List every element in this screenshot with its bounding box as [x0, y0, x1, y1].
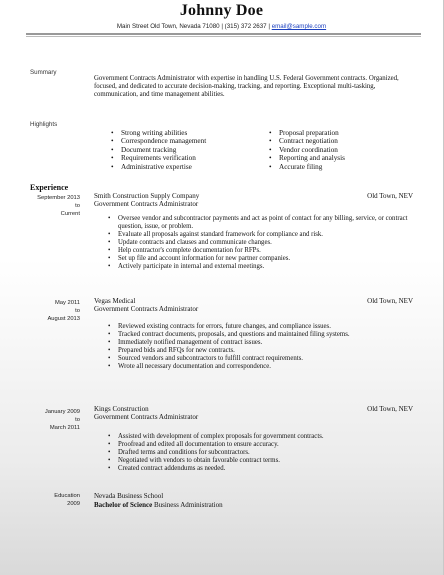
- list-item: • Requirements verification: [121, 154, 206, 162]
- job-company-block: [94, 192, 199, 208]
- list-item: • Sourced vendors and subcontractors to fulfill contract requirements.: [118, 355, 418, 363]
- list-item: • Proofread and edited all documentation to ensure accuracy.: [118, 441, 418, 449]
- highlights-label: Highlights: [30, 121, 58, 128]
- job-dates: September 2013 to Current: [37, 195, 80, 217]
- list-item: • Actively participate in internal and external meetings.: [118, 263, 418, 271]
- job-bullets: [118, 323, 418, 371]
- job-title: Government Contracts Administrator: [94, 200, 199, 208]
- list-item: • Proposal preparation: [279, 129, 345, 137]
- list-item: • Wrote all necessary documentation and correspondence.: [118, 363, 418, 371]
- list-item: • Correspondence management: [121, 137, 206, 145]
- list-item: • Reviewed existing contracts for errors, future changes, and compliance issues.: [118, 323, 418, 331]
- list-item: • Drafted terms and conditions for subcontractors.: [118, 449, 418, 457]
- job-bullets: [118, 215, 418, 271]
- company-name: Vegas Medical: [94, 297, 136, 305]
- company-name: Kings Construction: [94, 405, 149, 413]
- job-dates: January 2009 to March 2011: [44, 409, 80, 431]
- list-item: • Created contract addendums as needed.: [118, 465, 418, 473]
- job-title: Government Contracts Administrator: [94, 305, 199, 313]
- list-item: • Immediately notified management of contract issues.: [118, 339, 418, 347]
- job-location: Old Town, NEV: [367, 192, 413, 200]
- list-item: • Strong writing abilities: [121, 129, 206, 137]
- degree: Bachelor of Science: [94, 500, 153, 509]
- list-item: • Help contractor's complete documentation for RFPs.: [118, 247, 418, 255]
- list-item: • Document tracking: [121, 146, 206, 154]
- list-item: • Vendor coordination: [279, 146, 345, 154]
- list-item: • Assisted with development of complex proposals for government contracts.: [118, 433, 418, 441]
- summary-label: Summary: [30, 69, 57, 76]
- field-of-study: Business Administration: [153, 500, 223, 509]
- education-dates: [20, 493, 80, 509]
- email-link[interactable]: email@sample.com: [271, 23, 327, 30]
- header-divider: [26, 33, 421, 35]
- list-item: • Contract negotiation: [279, 137, 345, 145]
- education-year: 2009: [67, 500, 80, 507]
- job-location: Old Town, NEV: [367, 405, 413, 413]
- list-item: • Accurate filing: [279, 163, 345, 171]
- list-item: • Administrative expertise: [121, 163, 206, 171]
- list-item: • Update contracts and clauses and communicate changes.: [118, 239, 418, 247]
- experience-label: Experience: [30, 183, 69, 192]
- phone: (315) 372 2637: [224, 23, 267, 30]
- job-company-block: [94, 405, 198, 421]
- education-label: Education: [54, 493, 80, 499]
- school-name: Nevada Business School: [94, 492, 164, 500]
- job-title: Government Contracts Administrator: [94, 413, 199, 421]
- list-item: • Set up file and account information for new partner companies.: [118, 255, 418, 263]
- list-item: • Oversee vendor and subcontractor payments and act as point of contact for any billing, service, or contract question, issue, or problem.: [118, 215, 418, 231]
- list-item: • Evaluate all proposals against standard framework for compliance and risk.: [118, 231, 418, 239]
- list-item: • Prepared bids and RFQs for new contracts.: [118, 347, 418, 355]
- summary-text: Government Contracts Administrator with expertise in handling U.S. Federal Government contracts. Organized, focused, and dedicated to accurate decision-making, tracking, and reporting. Exceptional multi-tasking, communication, and time management abilities.: [94, 75, 399, 99]
- education-block: [94, 492, 223, 509]
- job-company-block: [94, 297, 198, 313]
- header-divider-thin: [26, 36, 421, 37]
- address: Main Street Old Town, Nevada 71080: [116, 23, 220, 30]
- company-name: Smith Construction Supply Company: [94, 192, 200, 200]
- highlights-left-list: [121, 129, 206, 171]
- job-dates: May 2011 to August 2013: [47, 300, 80, 322]
- highlights-right-list: [279, 129, 345, 171]
- job-location: Old Town, NEV: [367, 297, 413, 305]
- job-bullets: [118, 433, 418, 473]
- list-item: • Tracked contract documents, proposals, and questions and maintained filing systems.: [118, 331, 418, 339]
- candidate-name: Johnny Doe: [179, 2, 264, 19]
- list-item: • Negotiated with vendors to obtain favorable contract terms.: [118, 457, 418, 465]
- contact-line: Main Street Old Town, Nevada 71080 | (315) 372 2637 | email@sample.com: [116, 23, 327, 30]
- list-item: • Reporting and analysis: [279, 154, 345, 162]
